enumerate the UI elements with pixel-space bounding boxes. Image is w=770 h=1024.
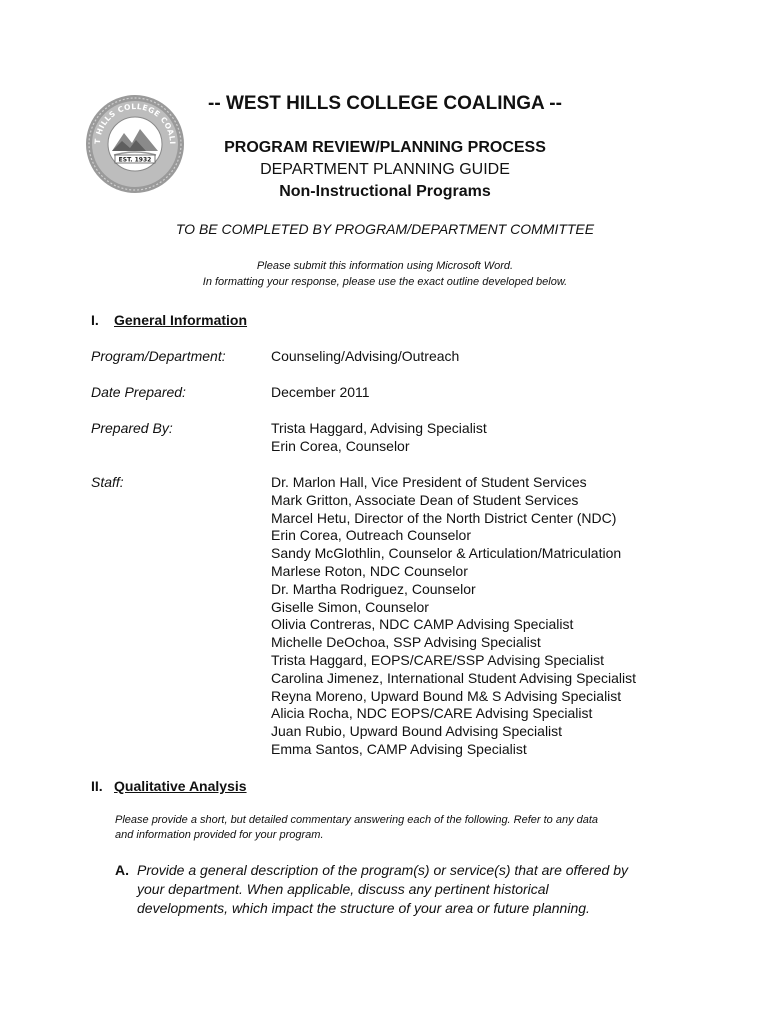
subtitle-process: PROGRAM REVIEW/PLANNING PROCESS xyxy=(224,139,546,156)
staff-item: Erin Corea, Outreach Counselor xyxy=(271,527,471,544)
section-1-number: I. xyxy=(91,312,99,328)
staff-item: Giselle Simon, Counselor xyxy=(271,598,429,615)
svg-text:WEST HILLS COLLEGE COALINGA: T HILLS COLLEGE COALI xyxy=(92,101,178,145)
prepared-label: Prepared By: xyxy=(91,420,173,436)
prepared-by-item: Erin Corea, Counselor xyxy=(271,437,410,454)
question-text-line: developments, which impact the structure of your area or future planning. xyxy=(137,900,590,916)
question-a-text xyxy=(137,861,687,918)
section-1-label: General Information xyxy=(114,312,248,328)
staff-item: Alicia Rocha, NDC EOPS/CARE Advising Specialist xyxy=(271,705,593,722)
subtitle-program-type: Non-Instructional Programs xyxy=(279,183,491,200)
question-a xyxy=(115,861,685,916)
program-label: Program/Department: xyxy=(91,348,226,364)
section-2-label: Qualitative Analysis xyxy=(114,778,247,794)
staff-item: Dr. Marlon Hall, Vice President of Student Services xyxy=(271,474,587,490)
staff-item: Carolina Jimenez, International Student Advising Specialist xyxy=(271,669,636,686)
section-2-instructions xyxy=(115,813,675,843)
instruction-line-2: In formatting your response, please use the exact outline developed below. xyxy=(202,276,568,288)
staff-item: Sandy McGlothlin, Counselor & Articulation/Matriculation xyxy=(271,545,622,562)
committee-notice: TO BE COMPLETED BY PROGRAM/DEPARTMENT COMMITTEE xyxy=(175,221,595,237)
question-text-line: Provide a general description of the program(s) or service(s) that are offered by xyxy=(137,862,629,878)
date-label: Date Prepared: xyxy=(91,384,186,400)
date-value: December 2011 xyxy=(271,384,370,400)
staff-label: Staff: xyxy=(91,474,124,490)
staff-item: Marcel Hetu, Director of the North District Center (NDC) xyxy=(271,509,617,526)
instruction-text: Please provide a short, but detailed commentary answering each of the following. Refer to any data xyxy=(115,814,599,826)
staff-item: Trista Haggard, EOPS/CARE/SSP Advising Specialist xyxy=(271,651,605,668)
seal-est-text: EST. 1932 xyxy=(118,156,152,164)
staff-item: Emma Santos, CAMP Advising Specialist xyxy=(271,740,527,757)
staff-item: Dr. Martha Rodriguez, Counselor xyxy=(271,580,476,597)
instruction-line-1: Please submit this information using Microsoft Word. xyxy=(256,260,514,272)
staff-item: Juan Rubio, Upward Bound Advising Specialist xyxy=(271,723,563,740)
subtitle-guide: DEPARTMENT PLANNING GUIDE xyxy=(260,161,510,178)
prepared-by-item: Trista Haggard, Advising Specialist xyxy=(271,420,487,436)
staff-list xyxy=(271,474,636,759)
staff-item: Reyna Moreno, Upward Bound M& S Advising Specialist xyxy=(271,687,622,704)
section-2-number: II. xyxy=(91,778,103,794)
section-1-heading xyxy=(91,312,247,328)
program-value: Counseling/Advising/Outreach xyxy=(271,348,460,364)
page-title: -- WEST HILLS COLLEGE COALINGA -- xyxy=(208,93,562,114)
staff-item: Olivia Contreras, NDC CAMP Advising Specialist xyxy=(271,616,574,633)
staff-item: Mark Gritton, Associate Dean of Student Services xyxy=(271,491,579,508)
question-a-letter: A. xyxy=(115,862,129,878)
question-text-line: your department. When applicable, discuss any pertinent historical xyxy=(137,881,549,897)
prepared-by-list xyxy=(271,420,487,456)
staff-item: Marlese Roton, NDC Counselor xyxy=(271,562,468,579)
instruction-text: and information provided for your program. xyxy=(115,829,324,841)
section-2-heading xyxy=(91,778,247,794)
staff-item: Michelle DeOchoa, SSP Advising Specialist xyxy=(271,634,541,651)
